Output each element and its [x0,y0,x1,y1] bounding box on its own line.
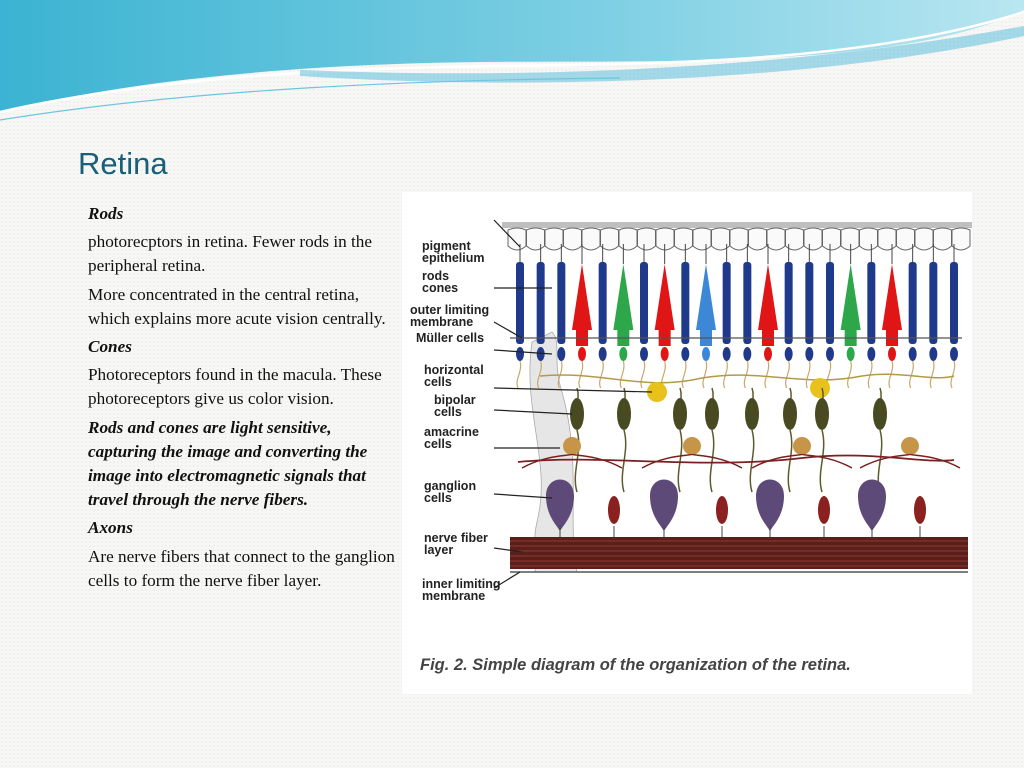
photoreceptor-nucleus [847,347,855,361]
cone-cell [841,264,861,330]
amacrine-cell [901,437,919,455]
nerve-fiber-band [510,537,968,569]
photoreceptor-nucleus [743,347,751,361]
bipolar-cell [815,398,829,430]
photoreceptor-layer [516,244,958,388]
header-wave-decoration [0,0,1024,130]
pigment-cell [545,228,563,250]
pigment-cell [934,228,952,250]
photoreceptor-axon [682,361,686,388]
photoreceptor-axon [641,361,645,388]
pigment-cell [564,228,582,250]
pigment-cell [638,228,656,250]
diagram-label: ganglion [424,479,477,493]
photoreceptor-nucleus [640,347,648,361]
rod-cell [805,262,813,344]
pigment-cell [601,228,619,250]
bipolar-cell [745,398,759,430]
diagram-label: cells [434,405,462,419]
nerve-fiber-layer [510,537,968,569]
photoreceptor-axon [910,361,914,388]
rod-cell [681,262,689,344]
pigment-cell [841,228,859,250]
cone-cell [613,264,633,330]
diagram-label: epithelium [422,251,485,265]
rod-cell [723,262,731,344]
pigment-cell [749,228,767,250]
photoreceptor-nucleus [785,347,793,361]
photoreceptor-nucleus [516,347,524,361]
cone-cell [572,264,592,330]
bipolar-cell [617,398,631,430]
photoreceptor-nucleus [702,347,710,361]
rod-cell [950,262,958,344]
slide-body-text [88,202,398,597]
photoreceptor-axon [848,361,852,388]
diagram-label: amacrine [424,425,479,439]
diagram-label: rods [422,269,450,283]
photoreceptor-nucleus [909,347,917,361]
photoreceptor-nucleus [805,347,813,361]
bipolar-axon [820,430,823,492]
pigment-cell [952,228,970,250]
rod-cell [785,262,793,344]
photoreceptor-nucleus [950,347,958,361]
pigment-cell [823,228,841,250]
photoreceptor-axon [517,361,521,388]
photoreceptor-nucleus [619,347,627,361]
cone-cell [882,264,902,330]
retina-diagram [402,192,972,694]
diagram-label: cells [424,437,452,451]
pigment-cell [915,228,933,250]
cone-cell [696,264,716,330]
body-heading: Axons [88,518,133,538]
pigment-cell [675,228,693,250]
pigment-cell [582,228,600,250]
ganglion-cell-small [716,496,728,524]
amacrine-cell [683,437,701,455]
photoreceptor-nucleus [867,347,875,361]
bipolar-axon [678,430,681,492]
pigment-cell [767,228,785,250]
photoreceptor-nucleus [723,347,731,361]
diagram-label: membrane [422,589,486,603]
bipolar-cell [873,398,887,430]
cone-cell [758,264,778,330]
bipolar-cell [705,398,719,430]
pigment-cell [860,228,878,250]
amacrine-cells [522,437,960,468]
pigment-cell [619,228,637,250]
rod-cell [640,262,648,344]
rod-cell [826,262,834,344]
rod-cell [537,262,545,344]
retina-diagram-figure [402,192,972,694]
body-paragraph: More concentrated in the central retina, which explains more acute vision centrally. [88,284,386,328]
pigment-cell [730,228,748,250]
body-heading: Rods and cones are light sensitive, capturing the image and converting the image into electromagnetic signals that travel through the nerve fibers. [88,417,368,510]
bipolar-axon [788,430,791,492]
bipolar-cells [570,388,887,492]
rod-cell [929,262,937,344]
diagram-label: outer limiting [410,303,490,317]
label-pointer-line [494,388,652,392]
photoreceptor-nucleus [681,347,689,361]
ganglion-cell-small [608,496,620,524]
photoreceptor-axon [765,361,769,388]
ganglion-cell-large [756,480,784,533]
amacrine-cell [793,437,811,455]
cone-cell [655,264,675,330]
pigment-cell [897,228,915,250]
ganglion-cell-large [858,480,886,533]
slide-title: Retina [78,146,168,181]
rod-cell [516,262,524,344]
pigment-cell [804,228,822,250]
diagram-label: Müller cells [416,331,485,345]
photoreceptor-nucleus [578,347,586,361]
photoreceptor-nucleus [826,347,834,361]
body-heading: Rods [88,204,124,223]
diagram-label: cells [424,491,452,505]
photoreceptor-axon [930,361,934,388]
photoreceptor-nucleus [764,347,772,361]
diagram-label: cones [422,281,459,295]
figure-caption: Fig. 2. Simple diagram of the organization of the retina. [420,656,851,674]
diagram-label: nerve fiber [424,531,488,545]
bipolar-cell [673,398,687,430]
pigment-cell [508,228,526,250]
ganglion-cell-small [818,496,830,524]
photoreceptor-nucleus [888,347,896,361]
rod-cell [599,262,607,344]
rod-cell [867,262,875,344]
pigment-epithelium-cells [508,228,970,250]
diagram-label: layer [424,543,454,557]
photoreceptor-nucleus [661,347,669,361]
diagram-label: inner limiting [422,577,501,591]
bipolar-axon [710,430,713,492]
photoreceptor-axon [579,361,583,388]
photoreceptor-axon [600,361,604,388]
pigment-cell [527,228,545,250]
diagram-label: pigment [422,239,471,253]
photoreceptor-axon [703,361,707,388]
amacrine-cell [563,437,581,455]
diagram-label: horizontal [424,363,484,377]
photoreceptor-axon [724,361,728,388]
body-heading: Cones [88,337,132,357]
photoreceptor-axon [786,361,790,388]
rod-cell [743,262,751,344]
body-paragraph: photorecptors in retina. Fewer rods in the peripheral retina. [88,232,372,276]
bipolar-cell [570,398,584,430]
pigment-epithelium-band [502,222,972,228]
photoreceptor-nucleus [599,347,607,361]
horizontal-cell-process [540,374,954,382]
rod-cell [557,262,565,344]
diagram-label: bipolar [434,393,476,407]
pigment-cell [878,228,896,250]
ganglion-cell-small [914,496,926,524]
pigment-cell [693,228,711,250]
photoreceptor-nucleus [929,347,937,361]
ganglion-cells [546,480,926,538]
photoreceptor-axon [951,361,955,388]
body-paragraph: Are nerve fibers that connect to the ganglion cells to form the nerve fiber layer. [88,546,395,590]
photoreceptor-axon [806,361,810,388]
bipolar-cell [783,398,797,430]
photoreceptor-nucleus [557,347,565,361]
horizontal-cell [810,378,830,398]
ganglion-cell-large [650,480,678,533]
body-paragraph: Photoreceptors found in the macula. These photoreceptors give us color vision. [88,365,382,409]
diagram-label: cells [424,375,452,389]
photoreceptor-axon [620,361,624,388]
rod-cell [909,262,917,344]
diagram-label: membrane [410,315,474,329]
